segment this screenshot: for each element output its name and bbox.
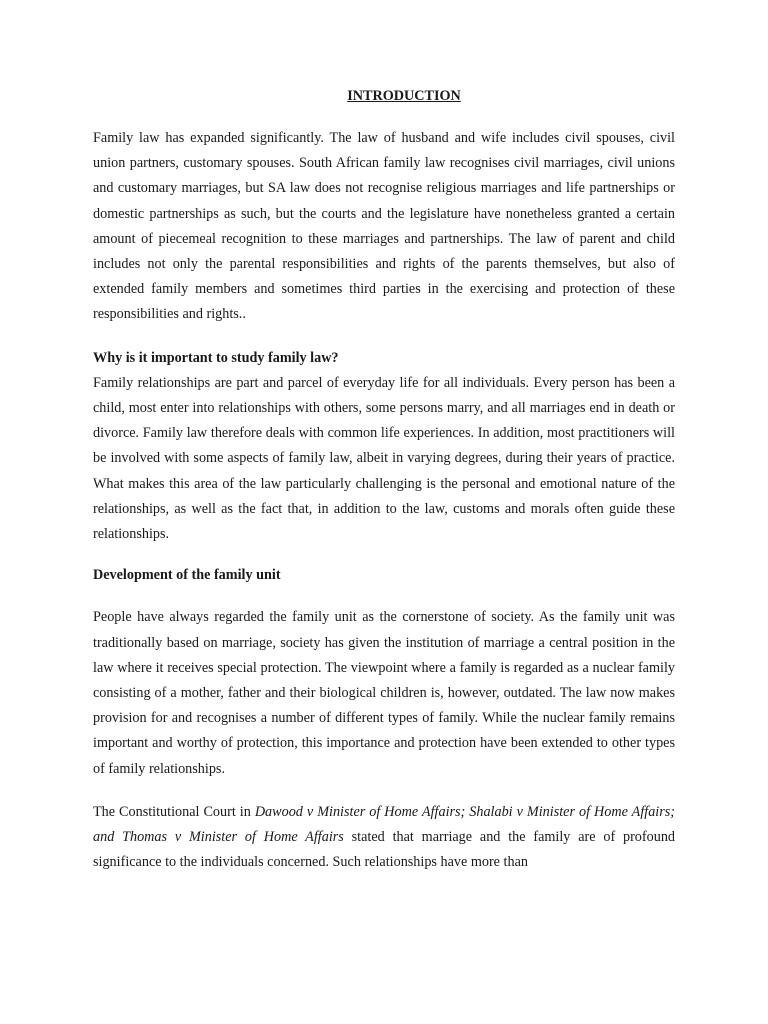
why-study-paragraph: Family relationships are part and parcel of everyday life for all individuals. Every person has been a child, most enter into relationships with others, some persons marry, and all marriages end in death or divorce. Family law therefore deals with common life experiences. In addition, most practitioners will be involved with some aspects of family law, albeit in varying degrees, during their years of practice. What makes this area of the law particularly challenging is the personal and emotional nature of the relationships, as well as the fact that, in addition to the law, customs and morals often guide these relationships. [93, 374, 675, 543]
paragraph-tail: stated that marriage and the family are of profound significance to the individuals concerned. Such relationships have more than [93, 829, 676, 871]
case-names: Dawood v Minister of Home Affairs; Shalabi v Minister of Home Affairs; and Thomas v Minister of Home Affairs [93, 803, 676, 846]
spacer [93, 782, 675, 800]
spacer [93, 547, 675, 563]
paragraph-lead: The Constitutional Court in [93, 803, 255, 820]
spacer [93, 588, 675, 605]
spacer [93, 328, 675, 346]
intro-paragraph: Family law has expanded significantly. The law of husband and wife includes civil spouses, civil union partners, customary spouses. South African family law recognises civil marriages, civil unions and customary marriages, but SA law does not recognise religious marriages and life partnerships or domestic partnerships as such, but the courts and the legislature have nonetheless granted a certain amount of piecemeal recognition to these marriages and partnerships. The law of parent and child includes not only the parental responsibilities and rights of the parents themselves, but also of extended family members and sometimes third parties in the exercising and protection of these responsibilities and rights.. [93, 130, 675, 323]
page-title: INTRODUCTION [347, 88, 461, 104]
section-heading-development: Development of the family unit [93, 567, 281, 584]
development-paragraph: People have always regarded the family unit as the cornerstone of society. As the family unit was traditionally based on marriage, society has given the institution of marriage a central position in the law where it receives special protection. The viewpoint where a family is regarded as a nuclear family consisting of a mother, father and their biological children is, however, outdated. The law now makes provision for and recognises a number of different types of family. While the nuclear family remains important and worthy of protection, this importance and protection have been extended to other types of family relationships. [93, 609, 675, 777]
constitutional-court-paragraph [93, 800, 675, 876]
section-heading-why-study: Why is it important to study family law? [93, 349, 339, 366]
